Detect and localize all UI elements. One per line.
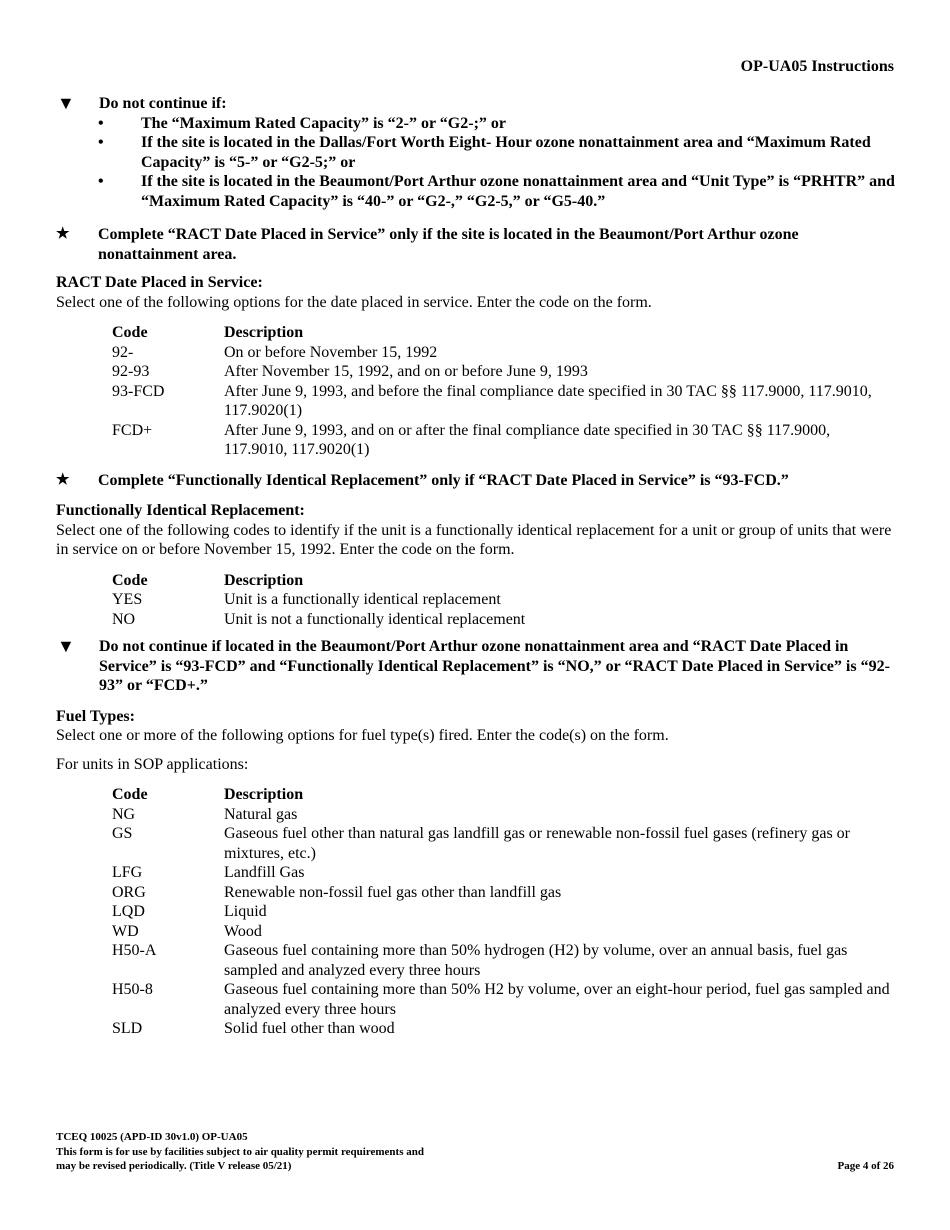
list-item (98, 133, 896, 172)
description-cell: Gaseous fuel other than natural gas landfill gas or renewable non-fossil fuel gases (refinery gas or mixtures, etc.) (224, 825, 851, 862)
table-row (112, 883, 896, 903)
footer-release-note: may be revised periodically. (Title V release 05/21) (56, 1160, 292, 1172)
ract-code-table (112, 323, 896, 460)
list-item-text: The “Maximum Rated Capacity” is “2-” or “G2-;” or (141, 114, 506, 132)
bullet-icon (98, 114, 141, 134)
column-header-description: Description (224, 324, 304, 341)
note-text: Complete “Functionally Identical Replacement” only if “RACT Date Placed in Service” is “93-FCD.” (98, 471, 789, 489)
description-cell: Gaseous fuel containing more than 50% H2 by volume, over an eight-hour period, fuel gas sampled and analyzed every three hours (224, 981, 890, 1018)
section-instruction: Select one or more of the following options for fuel type(s) fired. Enter the code(s) on the form. (56, 727, 669, 744)
note-text: Do not continue if located in the Beaumont/Port Arthur ozone nonattainment area and “RACT Date Placed in Service” is “93-FCD” and “Functionally Identical Replacement” is “NO,” or “RACT Date Placed in Service” is “92-93” or “FCD+.” (99, 638, 890, 694)
fuel-code-table (112, 785, 896, 1039)
table-row (112, 941, 896, 980)
section-heading: Fuel Types: (56, 707, 135, 725)
code-cell: ORG (112, 883, 146, 901)
table-row (112, 824, 896, 863)
description-cell: On or before November 15, 1992 (224, 343, 438, 361)
table-row (112, 805, 896, 825)
section-instruction: Select one of the following codes to identify if the unit is a functionally identical replacement for a unit or group of units that were in service on or before November 15, 1992. Enter the code on the form. (56, 521, 892, 558)
bullet-icon (98, 172, 141, 211)
table-header-row (112, 571, 896, 591)
fir-code-table (112, 571, 896, 630)
code-cell: WD (112, 922, 139, 940)
description-cell: Wood (224, 922, 262, 940)
description-cell: Gaseous fuel containing more than 50% hydrogen (H2) by volume, over an annual basis, fuel gas sampled and analyzed every three hours (224, 942, 848, 979)
table-row (112, 1019, 896, 1039)
table-row (112, 980, 896, 1019)
code-cell: NO (112, 610, 136, 628)
footer-form-id: TCEQ 10025 (APD-ID 30v1.0) OP-UA05 (56, 1131, 248, 1143)
fuel-section (56, 707, 896, 1039)
description-cell: After June 9, 1993, and on or after the final compliance date specified in 30 TAC §§ 117.9000, 117.9010, 117.9020(1) (224, 421, 831, 458)
section-subnote: For units in SOP applications: (56, 755, 249, 773)
table-row (112, 382, 896, 421)
code-cell: 92-93 (112, 363, 150, 380)
description-cell: After June 9, 1993, and before the final compliance date specified in 30 TAC §§ 117.9000, 117.9010, 117.9020(1) (224, 382, 872, 419)
page-number: Page 4 of 26 (837, 1160, 894, 1172)
fir-section (56, 501, 896, 629)
column-header-code: Code (112, 786, 148, 803)
column-header-code: Code (112, 571, 148, 589)
triangle-down-icon: ▼ (57, 93, 75, 113)
complete-note-ract (56, 225, 896, 264)
table-row (112, 362, 896, 382)
description-cell: Unit is not a functionally identical replacement (224, 610, 526, 628)
column-header-description: Description (224, 571, 304, 589)
table-header-row (112, 785, 896, 805)
code-cell: NG (112, 805, 136, 823)
description-cell: Natural gas (224, 805, 298, 823)
stop-note-1 (56, 94, 896, 114)
section-instruction: Select one of the following options for the date placed in service. Enter the code on the form. (56, 293, 652, 311)
code-cell: H50-A (112, 942, 157, 959)
table-row (112, 421, 896, 460)
list-item (98, 172, 896, 211)
column-header-description: Description (224, 786, 304, 803)
table-row (112, 590, 896, 610)
triangle-down-icon: ▼ (57, 636, 75, 656)
table-row (112, 343, 896, 363)
star-icon: ★ (56, 226, 70, 242)
table-row (112, 902, 896, 922)
footer-usage-note: This form is for use by facilities subject to air quality permit requirements and (56, 1145, 424, 1158)
code-cell: H50-8 (112, 981, 153, 998)
description-cell: Landfill Gas (224, 864, 305, 881)
code-cell: FCD+ (112, 421, 153, 439)
column-header-code: Code (112, 324, 148, 341)
description-cell: After November 15, 1992, and on or before June 9, 1993 (224, 363, 588, 380)
page-header-title: OP-UA05 Instructions (740, 58, 894, 75)
code-cell: LQD (112, 903, 145, 920)
table-row (112, 610, 896, 630)
page-content (56, 94, 896, 1039)
list-item-text: If the site is located in the Beaumont/Port Arthur ozone nonattainment area and “Unit Type” is “PRHTR” and “Maximum Rated Capacity” is “40-” or “G2-,” “G2-5,” or “G5-40.” (141, 173, 895, 210)
description-cell: Unit is a functionally identical replacement (224, 591, 501, 608)
code-cell: 92- (112, 343, 134, 361)
page-footer (56, 1130, 424, 1174)
code-cell: SLD (112, 1020, 143, 1037)
code-cell: YES (112, 591, 143, 608)
bullet-icon (98, 133, 141, 172)
section-heading: Functionally Identical Replacement: (56, 502, 305, 519)
list-item (98, 114, 896, 134)
description-cell: Solid fuel other than wood (224, 1020, 395, 1037)
stop-note-lead: Do not continue if: (99, 95, 227, 112)
ract-section (56, 273, 896, 460)
section-heading: RACT Date Placed in Service: (56, 274, 263, 291)
star-icon: ★ (56, 471, 70, 488)
note-text: Complete “RACT Date Placed in Service” only if the site is located in the Beaumont/Port Arthur ozone nonattainment area. (98, 226, 799, 263)
code-cell: 93-FCD (112, 382, 165, 400)
table-header-row (112, 323, 896, 343)
list-item-text: If the site is located in the Dallas/Fort Worth Eight- Hour ozone nonattainment area and “Maximum Rated Capacity” is “5-” or “G2-5;” or (141, 134, 871, 171)
code-cell: GS (112, 825, 133, 842)
code-cell: LFG (112, 864, 143, 881)
description-cell: Liquid (224, 903, 267, 920)
stop-note-2 (56, 637, 896, 696)
description-cell: Renewable non-fossil fuel gas other than landfill gas (224, 883, 562, 901)
table-row (112, 922, 896, 942)
complete-note-fir (56, 471, 896, 491)
stop-conditions-list (56, 114, 896, 212)
table-row (112, 863, 896, 883)
